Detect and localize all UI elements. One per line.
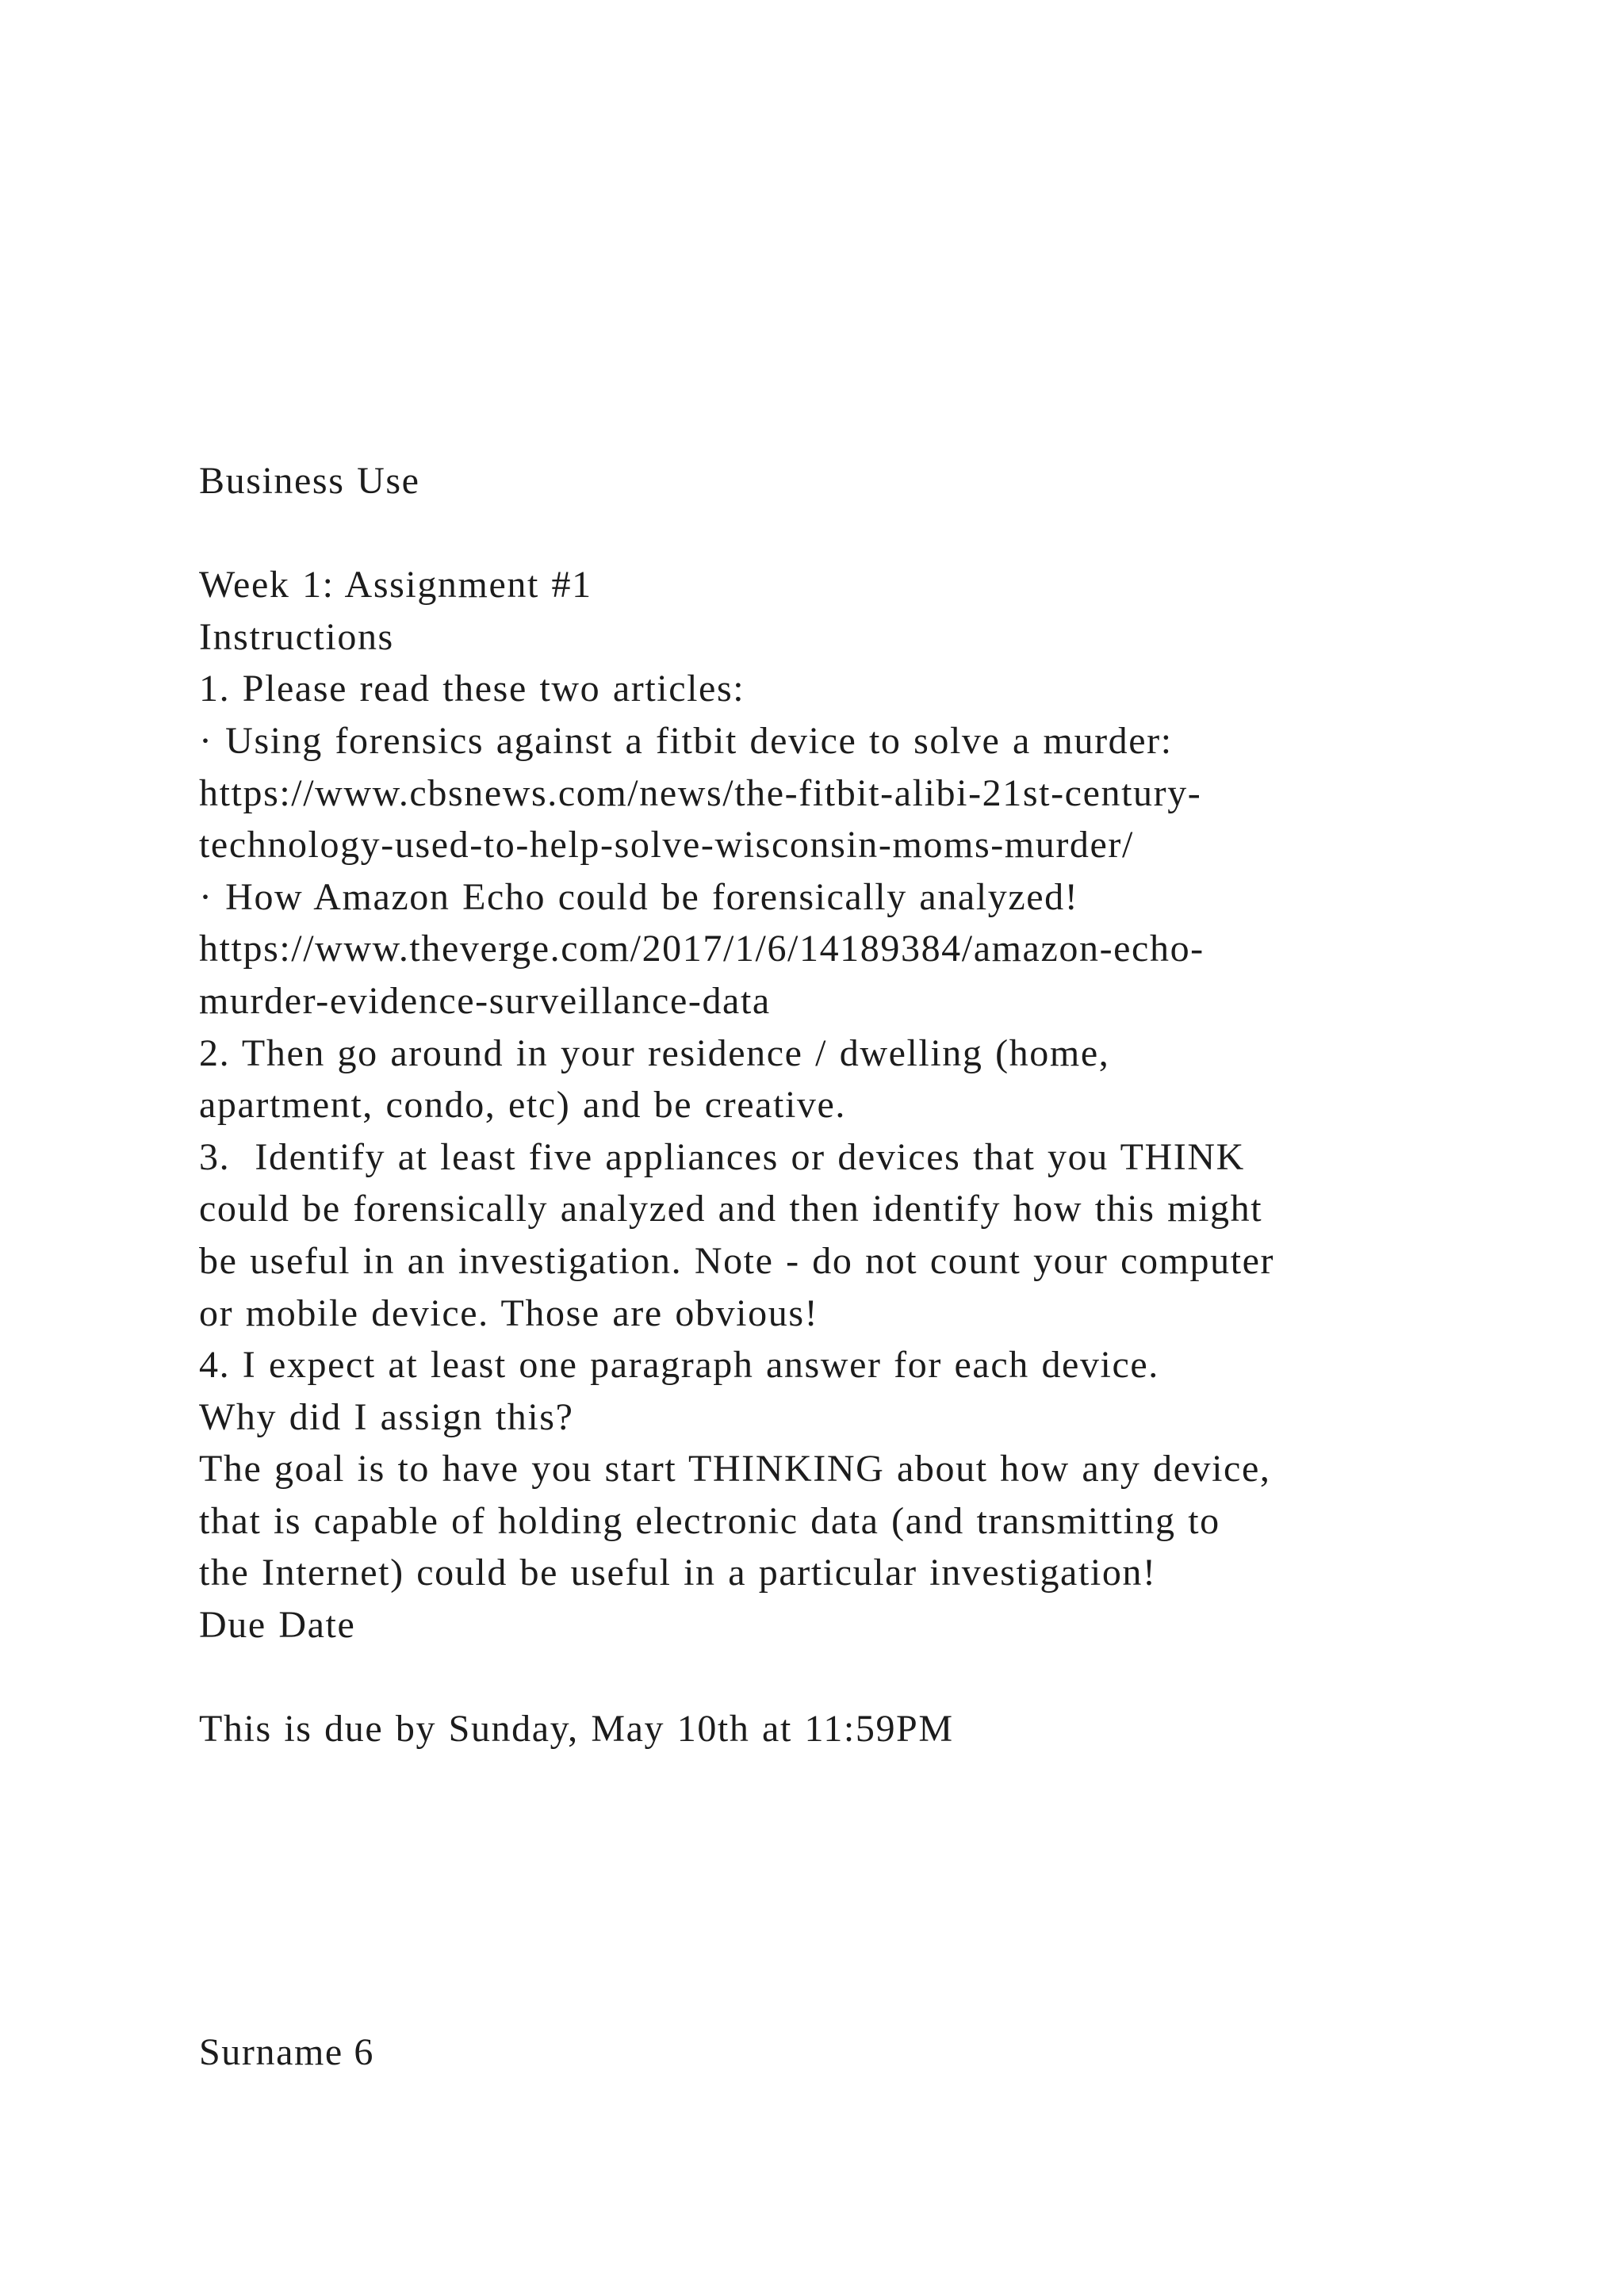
- assignment-heading: Week 1: Assignment #1: [199, 564, 592, 607]
- instructions-heading: Instructions: [199, 615, 394, 658]
- step-2-line-2: apartment, condo, etc) and be creative.: [199, 1084, 847, 1127]
- step-3-line-1: 3. Identify at least five appliances or devices that you THINK: [199, 1135, 1245, 1178]
- step-4: 4. I expect at least one paragraph answer for each device.: [199, 1344, 1159, 1387]
- article-2-description: · How Amazon Echo could be forensically analyzed!: [199, 875, 1079, 918]
- article-2-url-part-1: https://www.theverge.com/2017/1/6/14189384/amazon-echo-: [199, 928, 1205, 970]
- article-1-description: · Using forensics against a fitbit device to solve a murder:: [199, 719, 1173, 762]
- article-1-url-part-1: https://www.cbsnews.com/news/the-fitbit-alibi-21st-century-: [199, 771, 1202, 814]
- due-date-text: This is due by Sunday, May 10th at 11:59PM: [199, 1708, 954, 1751]
- blank-line: [199, 1651, 1547, 1704]
- step-3-line-3: be useful in an investigation. Note - do not count your computer: [199, 1239, 1275, 1282]
- page-footer-label: Surname 6: [199, 2031, 375, 2073]
- step-3-line-4: or mobile device. Those are obvious!: [199, 1292, 819, 1334]
- document-body: [199, 455, 1547, 1755]
- goal-line-2: that is capable of holding electronic data (and transmitting to: [199, 1499, 1220, 1542]
- article-2-url-part-2: murder-evidence-surveillance-data: [199, 979, 771, 1022]
- why-heading: Why did I assign this?: [199, 1395, 574, 1438]
- document-title: Business Use: [199, 460, 420, 502]
- article-1-url-part-2: technology-used-to-help-solve-wisconsin-moms-murder/: [199, 824, 1134, 867]
- due-date-heading: Due Date: [199, 1604, 356, 1647]
- goal-line-1: The goal is to have you start THINKING about how any device,: [199, 1448, 1271, 1490]
- step-3-line-2: could be forensically analyzed and then identify how this might: [199, 1188, 1263, 1230]
- goal-line-3: the Internet) could be useful in a particular investigation!: [199, 1552, 1157, 1594]
- step-2-line-1: 2. Then go around in your residence / dwelling (home,: [199, 1031, 1110, 1074]
- step-1: 1. Please read these two articles:: [199, 668, 745, 710]
- blank-line: [199, 507, 1547, 560]
